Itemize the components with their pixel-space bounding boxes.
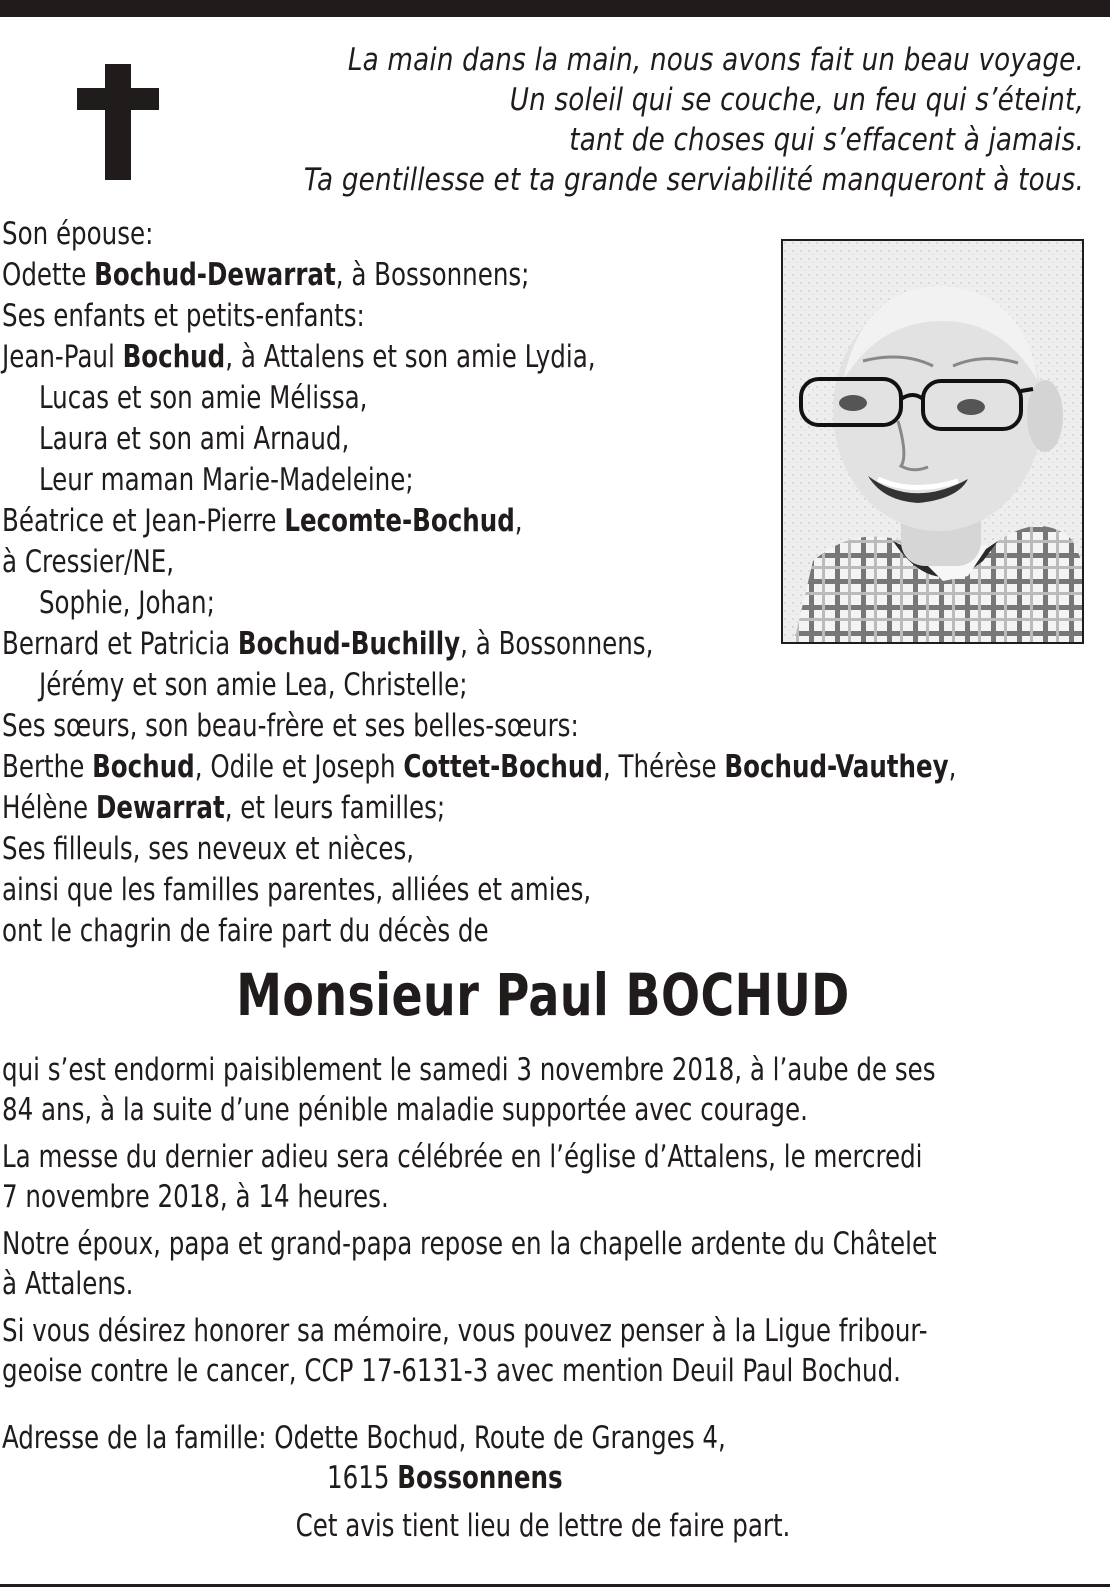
family-line: Ses enfants et petits-enfants:: [2, 298, 365, 334]
family-line: Laura et son ami Arnaud,: [38, 421, 350, 457]
text: Bernard et Patricia: [2, 626, 238, 662]
text: , et leurs familles;: [224, 790, 446, 826]
deceased-name: Monsieur Paul BOCHUD: [236, 961, 850, 1029]
portrait-illustration: [783, 241, 1084, 644]
text: 7 novembre 2018, à 14 heures.: [2, 1179, 389, 1215]
postcode: 1615: [327, 1460, 398, 1496]
family-line: Son épouse:: [2, 216, 154, 252]
bold-name: Bochud-Vauthey: [724, 749, 949, 785]
family-line: Ses sœurs, son beau-frère et ses belles-sœurs:: [2, 708, 579, 744]
poem-line: Ta gentillesse et ta grande serviabilité manqueront à tous.: [303, 162, 1085, 198]
address-city: [327, 1458, 563, 1498]
bold-name: Bochud-Dewarrat: [94, 257, 336, 293]
poem-line: tant de choses qui s’effacent à jamais.: [569, 122, 1084, 158]
family-address: Adresse de la famille: Odette Bochud, Route de Granges 4,: [2, 1420, 726, 1456]
text: ,: [514, 503, 523, 539]
paragraph: [2, 1224, 1080, 1304]
family-line: Lucas et son amie Mélissa,: [38, 380, 368, 416]
family-line: [2, 788, 970, 829]
bold-name: Bochud-Buchilly: [237, 626, 461, 662]
closing-note: Cet avis tient lieu de lettre de faire part.: [295, 1508, 791, 1544]
family-line: Leur maman Marie-Madeleine;: [38, 462, 414, 498]
poem: [238, 40, 1084, 200]
bold-name: Bochud: [122, 339, 226, 375]
paragraph: [2, 1137, 1080, 1217]
text: Jean-Paul: [2, 339, 123, 375]
text: , à Bossonnens;: [335, 257, 530, 293]
announcement-body: [2, 1050, 1080, 1398]
text: geoise contre le cancer, CCP 17-6131-3 avec mention Deuil Paul Bochud.: [2, 1353, 901, 1389]
text: Notre époux, papa et grand-papa repose en la chapelle ardente du Châtelet: [2, 1226, 937, 1262]
top-rule: [0, 0, 1110, 17]
bold-name: Lecomte-Bochud: [284, 503, 515, 539]
family-line: [2, 747, 970, 788]
bottom-rule: [0, 1584, 1110, 1587]
text: ,: [948, 749, 957, 785]
paragraph: [2, 1311, 1080, 1391]
text: , à Bossonnens,: [460, 626, 654, 662]
text: , à Attalens et son amie Lydia,: [225, 339, 596, 375]
portrait-photo: [781, 239, 1084, 644]
family-line: Sophie, Johan;: [38, 585, 215, 621]
text: , Odile et Joseph: [194, 749, 404, 785]
text: Hélène: [2, 790, 96, 826]
text: , Thérèse: [602, 749, 725, 785]
cross-icon: [77, 64, 159, 180]
family-line: à Cressier/NE,: [2, 544, 175, 580]
poem-line: Un soleil qui se couche, un feu qui s’éteint,: [509, 82, 1084, 118]
family-line: Jérémy et son amie Lea, Christelle;: [38, 667, 468, 703]
city-name: Bossonnens: [397, 1460, 563, 1496]
bold-name: Bochud: [92, 749, 195, 785]
paragraph: [2, 1050, 1080, 1130]
text: Béatrice et Jean-Pierre: [2, 503, 285, 539]
bold-name: Dewarrat: [95, 790, 225, 826]
family-line: ainsi que les familles parentes, alliées et amies,: [2, 872, 592, 908]
family-line: Ses filleuls, ses neveux et nièces,: [2, 831, 415, 867]
text: Berthe: [2, 749, 93, 785]
text: La messe du dernier adieu sera célébrée en l’église d’Attalens, le mercredi: [2, 1139, 923, 1175]
bold-name: Cottet-Bochud: [403, 749, 603, 785]
text: 84 ans, à la suite d’une pénible maladie supportée avec courage.: [2, 1092, 808, 1128]
poem-line: La main dans la main, nous avons fait un beau voyage.: [347, 42, 1084, 78]
text: à Attalens.: [2, 1266, 134, 1302]
text: Si vous désirez honorer sa mémoire, vous pouvez penser à la Ligue fribour-: [2, 1313, 928, 1349]
text: Odette: [2, 257, 95, 293]
text: qui s’est endormi paisiblement le samedi 3 novembre 2018, à l’aube de ses: [2, 1052, 936, 1088]
family-line: ont le chagrin de faire part du décès de: [2, 913, 489, 949]
